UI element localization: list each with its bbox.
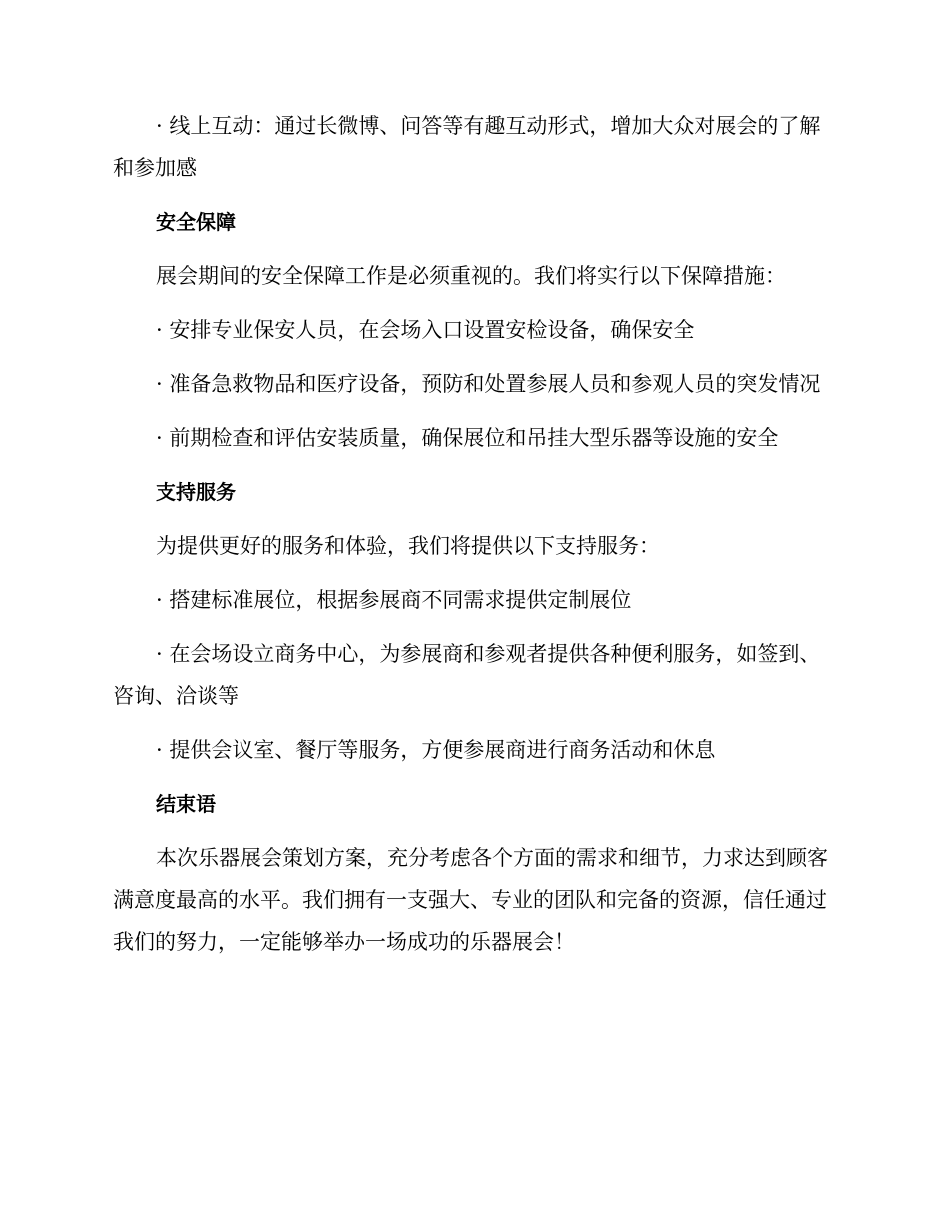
heading-conclusion: 结束语 <box>156 792 216 816</box>
bullet-online-interaction: · 线上互动：通过长微博、问答等有趣互动形式，增加大众对展会的了解和参加感 <box>113 114 821 180</box>
document-page <box>113 105 837 975</box>
heading-security: 安全保障 <box>156 210 236 234</box>
bullet-standard-booths: · 搭建标准展位，根据参展商不同需求提供定制展位 <box>156 588 632 612</box>
bullet-meeting-rooms: · 提供会议室、餐厅等服务，方便参展商进行商务活动和休息 <box>156 738 716 762</box>
bullet-security-staff: · 安排专业保安人员，在会场入口设置安检设备，确保安全 <box>156 318 695 342</box>
bullet-business-center: · 在会场设立商务中心，为参展商和参观者提供各种便利服务，如签到、咨询、洽谈等 <box>113 642 821 708</box>
support-intro: 为提供更好的服务和体验，我们将提供以下支持服务： <box>156 534 660 558</box>
bullet-first-aid: · 准备急救物品和医疗设备，预防和处置参展人员和参观人员的突发情况 <box>156 372 821 396</box>
conclusion-paragraph: 本次乐器展会策划方案，充分考虑各个方面的需求和细节，力求达到顾客满意度最高的水平。我们拥有一支强大、专业的团队和完备的资源，信任通过我们的努力，一定能够举办一场成功的乐器展会！ <box>113 846 828 954</box>
bullet-installation-check: · 前期检查和评估安装质量，确保展位和吊挂大型乐器等设施的安全 <box>156 426 779 450</box>
security-intro: 展会期间的安全保障工作是必须重视的。我们将实行以下保障措施： <box>156 264 786 288</box>
heading-support-services: 支持服务 <box>156 480 236 504</box>
